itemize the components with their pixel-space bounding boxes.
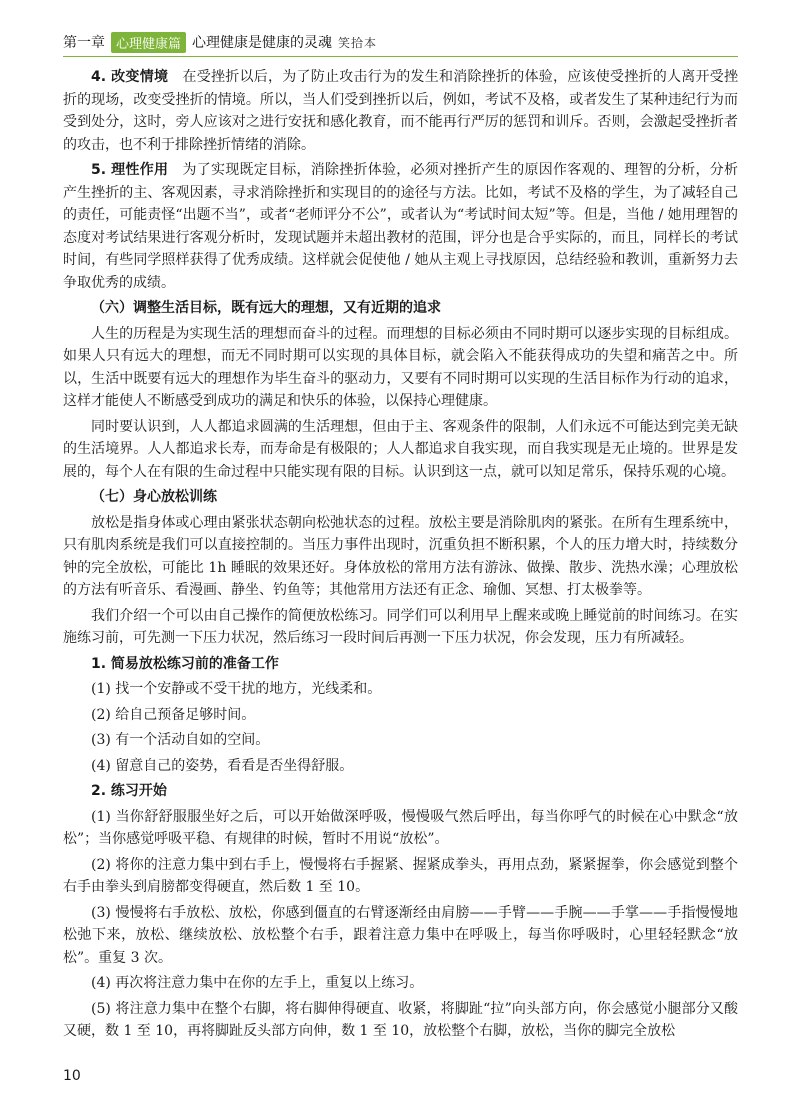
header-divider [63,56,738,57]
section-heading-6: （六）调整生活目标，既有远大的理想，又有近期的追求 [91,300,441,316]
paragraph-text: 为了实现既定目标，消除挫折体验，必须对挫折产生的原因作客观的、理智的分析，分析产生挫折的主、客观因素，寻求消除挫折和实现目的的途径与方法。比如，考试不及格的学生，为了减轻自己的责任，可能责怪“出题不当”，或者“老师评分不公”，或者认为“考试时间太短”等。但是，当他 / 她用理智的态度对考试结果进行客观分析时，发现试题并未超出教材的范围，评分也是合乎实际的，而且，同样长的考试时间，有些同学照样获得了优秀成绩。这样就会促使他 / 她从主观上寻找原因，总结经验和教训，重新努力去争取优秀的成绩。 [63,162,739,291]
list-item: (5) 将注意力集中在整个右脚，将右脚伸得硬直、收紧，将脚趾“拉”向头部方向，你会感觉小腿部分又酸又硬，数 1 至 10，再将脚趾反头部方向伸，数 1 至 10，放松整个右脚，放松，当你的脚完全放松 [63,1000,738,1039]
section-tag: 心理健康篇 [111,32,186,53]
paragraph-lead: 5. 理性作用 [91,162,169,178]
running-header [63,30,763,54]
paragraph: 同时要认识到，人人都追求圆满的生活理想，但由于主、客观条件的限制，人们永远不可能达到完美无缺的生活境界。人人都追求长寿，而寿命是有极限的；人人都追求自我实现，而自我实现是无止境的。世界是发展的，每个人在有限的生命过程中只能实现有限的目标。认识到这一点，就可以知足常乐，保持乐观的心境。 [63,418,738,480]
header-title: 心理健康是健康的灵魂 [192,35,333,51]
list-item: (4) 留意自己的姿势，看看是否坐得舒服。 [91,757,354,774]
header-logo: 笑拾本 [338,35,378,50]
paragraph: 我们介绍一个可以由自己操作的简便放松练习。同学们可以利用早上醒来或晚上睡觉前的时间练习。在实施练习前，可先测一下压力状况，然后练习一段时间后再测一下压力状况，你会发现，压力有所减轻。 [63,607,738,646]
list-item: (3) 有一个活动自如的空间。 [91,732,270,748]
main-content [63,66,738,1046]
list-item: (4) 再次将注意力集中在你的左手上，重复以上练习。 [91,975,424,991]
list-item: (1) 找一个安静或不受干扰的地方，光线柔和。 [91,681,382,697]
list-item: (2) 将你的注意力集中到右手上，慢慢将右手握紧、握紧成拳头，再用点劲，紧紧握拳，你会感觉到整个右手由拳头到肩膀都变得硬直，然后数 1 至 10。 [63,856,738,895]
paragraph: 人生的历程是为实现生活的理想而奋斗的过程。而理想的目标必须由不同时期可以逐步实现的目标组成。如果人只有远大的理想，而无不同时期可以实现的具体目标，就会陷入不能获得成功的失望和痛苦之中。所以，生活中既要有远大的理想作为毕生奋斗的驱动力，又要有不同时期可以实现的生活目标作为行动的追求，这样才能使人不断感受到成功的满足和快乐的体验，以保持心理健康。 [63,325,738,409]
page-number: 10 [63,1068,81,1084]
subsection-title-1: 1. 简易放松练习前的准备工作 [91,655,279,672]
paragraph [63,66,738,156]
subsection-title-2: 2. 练习开始 [91,783,167,799]
section-heading-7: （七）身心放松训练 [91,489,217,505]
chapter-label: 第一章 [63,35,105,51]
list-item: (2) 给自己预备足够时间。 [91,706,256,723]
paragraph-text: 在受挫折以后，为了防止攻击行为的发生和消除挫折的体验，应该使受挫折的人离开受挫折的现场，改变受挫折的情境。所以，当人们受到挫折以后，例如，考试不及格，或者发生了某种违纪行为而受到处分，这时，旁人应该对之进行安抚和感化教育，而不能再行严厉的惩罚和训斥。否则，会激起受挫折者的攻击，也不利于排除挫折情绪的消除。 [63,69,739,153]
paragraph [63,159,738,294]
list-item: (1) 当你舒舒服服坐好之后，可以开始做深呼吸，慢慢吸气然后呼出，每当你呼气的时候在心中默念“放松”；当你感觉呼吸平稳、有规律的时候，暂时不用说“放松”。 [63,808,738,847]
paragraph: 放松是指身体或心理由紧张状态朝向松弛状态的过程。放松主要是消除肌肉的紧张。在所有生理系统中，只有肌肉系统是我们可以直接控制的。当压力事件出现时，沉重负担不断积累，个人的压力增大时，持续数分钟的完全放松，可能比 1h 睡眠的效果还好。身体放松的常用方法有游泳、做操、散步、洗热水澡；心理放松的方法有听音乐、看漫画、静坐、钓鱼等；其他常用方法还有正念、瑜伽、冥想、打太极拳等。 [63,514,738,598]
paragraph-lead: 4. 改变情境 [91,69,169,85]
list-item: (3) 慢慢将右手放松、放松，你感到僵直的右臂逐渐经由肩膀——手臂——手腕——手掌——手指慢慢地松弛下来，放松、继续放松、放松整个右手，跟着注意力集中在呼吸上，每当你呼吸时，心里轻轻默念“放松”。重复 3 次。 [63,904,738,966]
